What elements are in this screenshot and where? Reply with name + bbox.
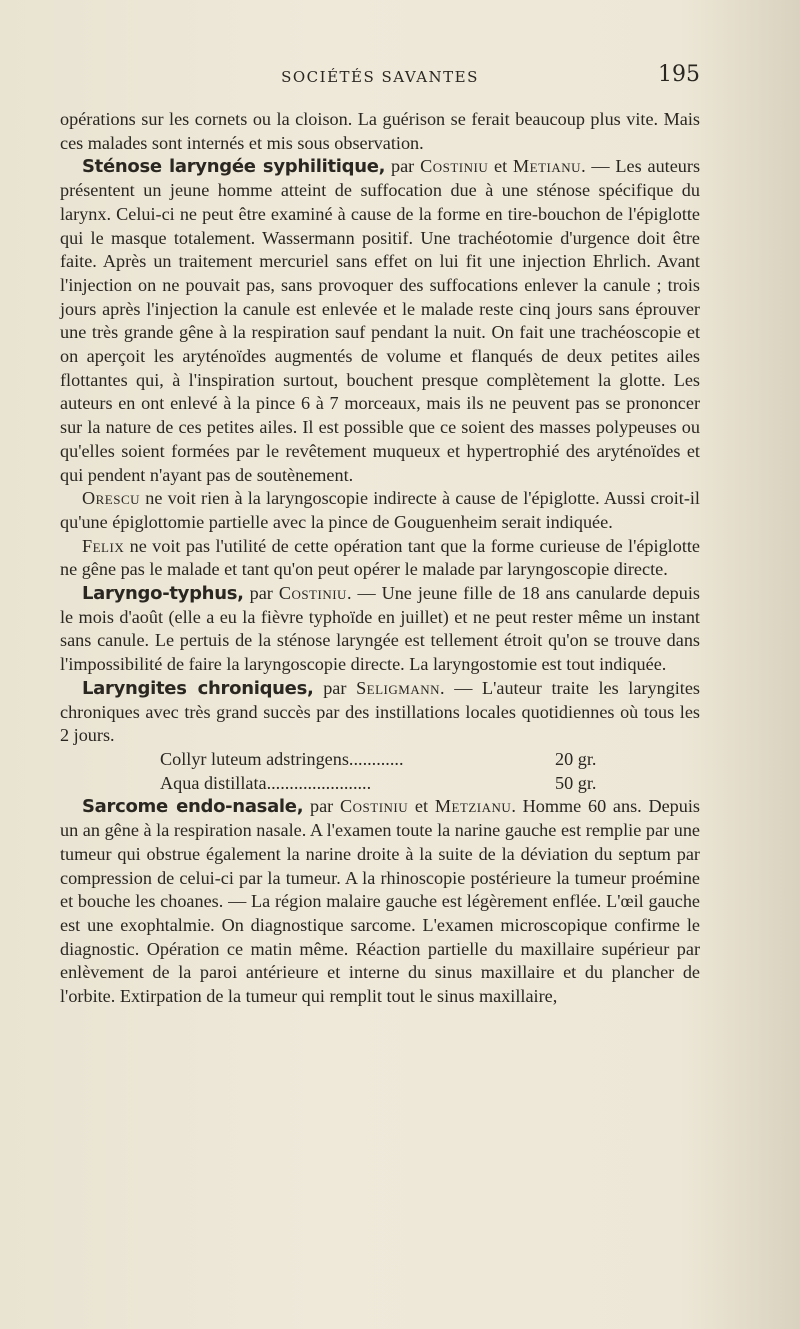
prescription-item: Aqua distillata.......................	[160, 772, 372, 793]
paragraph-sarcome	[60, 795, 700, 1008]
author-name: Costiniu	[340, 796, 409, 817]
paragraph-felix	[60, 535, 700, 582]
prescription-item: Collyr luteum adstringens............	[160, 748, 404, 769]
and-word: et	[414, 796, 429, 817]
prescription-dose: 50 gr.	[555, 772, 597, 793]
paragraph-laryngites	[60, 677, 700, 748]
by-word: par	[391, 156, 415, 177]
section-title: Laryngo-typhus,	[82, 583, 244, 605]
article-body	[60, 108, 700, 1009]
paragraph-text: . Homme 60 ans. Depuis un an gêne à la respiration nasale. A l'examen toute la narine gauche est remplie par une tumeur qui obstrue également la narine droite à la suite de la déviation du septum par compression de celui-ci par la tumeur. A la rhinoscopie postérieure la tumeur proémine et bouche les choanes. — La région malaire gauche est légèrement enflée. L'œil gauche est une exophtalmie. On diagnostique sarcome. L'examen microscopique confirme le diagnostic. Opération ce matin même. Réaction partielle du maxillaire supérieur par enlèvement de la paroi antérieure et interne du sinus maxillaire et du plancher de l'orbite. Extirpation de la tumeur qui remplit tout le sinus maxillaire,	[60, 796, 700, 1007]
paragraph-text: . — Une jeune fille de 18 ans canularde depuis le mois d'août (elle a eu la fièvre typhoïde en juillet) et ne peut rester même un instant sans canule. Le pertuis de la sténose laryngée est tellement étroit qu'on se trouve dans l'impossibilité de faire la laryngoscopie directe. La laryngostomie est tout indiquée.	[60, 583, 700, 675]
author-name: Seligmann	[356, 677, 441, 698]
by-word: par	[323, 677, 347, 698]
paragraph-text: ne voit pas l'utilité de cette opération tant que la forme curieuse de l'épiglotte ne gêne pas le malade et tant qu'on peut opérer le malade par laryngoscopie directe.	[60, 535, 700, 580]
paragraph-continuation: opérations sur les cornets ou la cloison. La guérison se ferait beaucoup plus vite. Mais ces malades sont internés et mis sous observation.	[60, 109, 700, 153]
section-title: Laryngites chroniques,	[82, 677, 314, 699]
author-name: Orescu	[82, 488, 141, 509]
paragraph-text: ne voit rien à la laryngoscopie indirecte à cause de l'épiglotte. Aussi croit-il qu'une épiglottomie partielle avec la pince de Gouguenheim serait indiquée.	[60, 488, 700, 532]
paragraph-orescu	[60, 487, 700, 534]
paragraph-text: . — Les auteurs présentent un jeune homme atteint de suffocation due à une sténose spécifique du larynx. Celui-ci ne peut être examiné à cause de la forme en tire-bouchon de l'épiglotte qui le masque totalement. Wassermann positif. Une trachéotomie d'urgence doit être faite. Après un traitement mercuriel sans effet on lui fit une injection Ehrlich. Avant l'injection on ne pouvait pas, sans provoquer des suffocations enlever la canule ; trois jours après l'injection la canule est enlevée et le malade reste cinq jours sans éprouver une très grande gêne à la respiration sauf pendant la nuit. On fait une trachéoscopie et on aperçoit les aryténoïdes augmentés de volume et flanqués de deux petites ailes flottantes qui, à l'inspiration surtout, bouchent presque complètement la glotte. Les auteurs en ont enlevé à la pince 6 à 7 morceaux, mais ils ne peuvent pas se prononcer sur la nature de ces petites ailes. Il est possible que ce soient des masses polypeuses ou qu'elles soient formées par le revêtement muqueux et hypertrophié des aryténoïdes et qui pendent n'ayant pas de soutènement.	[60, 156, 701, 485]
author-name: Costiniu	[420, 156, 489, 177]
author-name: Metianu	[513, 156, 582, 177]
page-header	[60, 62, 700, 92]
page-number: 195	[658, 62, 700, 87]
paragraph-laryngo-typhus	[60, 582, 700, 677]
prescription-line	[60, 772, 700, 796]
paragraph-stenose	[60, 155, 700, 487]
running-head: SOCIÉTÉS SAVANTES	[281, 68, 479, 86]
by-word: par	[249, 583, 273, 604]
author-name: Costiniu	[278, 583, 347, 604]
prescription-dose: 20 gr.	[555, 748, 597, 769]
by-word: par	[310, 796, 334, 817]
section-title: Sarcome endo-nasale,	[82, 796, 304, 818]
prescription-line	[60, 748, 700, 772]
author-name: Felix	[82, 535, 125, 556]
section-title: Sténose laryngée syphilitique,	[82, 156, 386, 178]
and-word: et	[494, 156, 508, 177]
author-name: Metzianu	[434, 796, 512, 817]
paragraph-text: . — L'auteur traite les laryngites chroniques avec très grand succès par des instillations locales quotidiennes où tous les 2 jours.	[60, 677, 701, 746]
